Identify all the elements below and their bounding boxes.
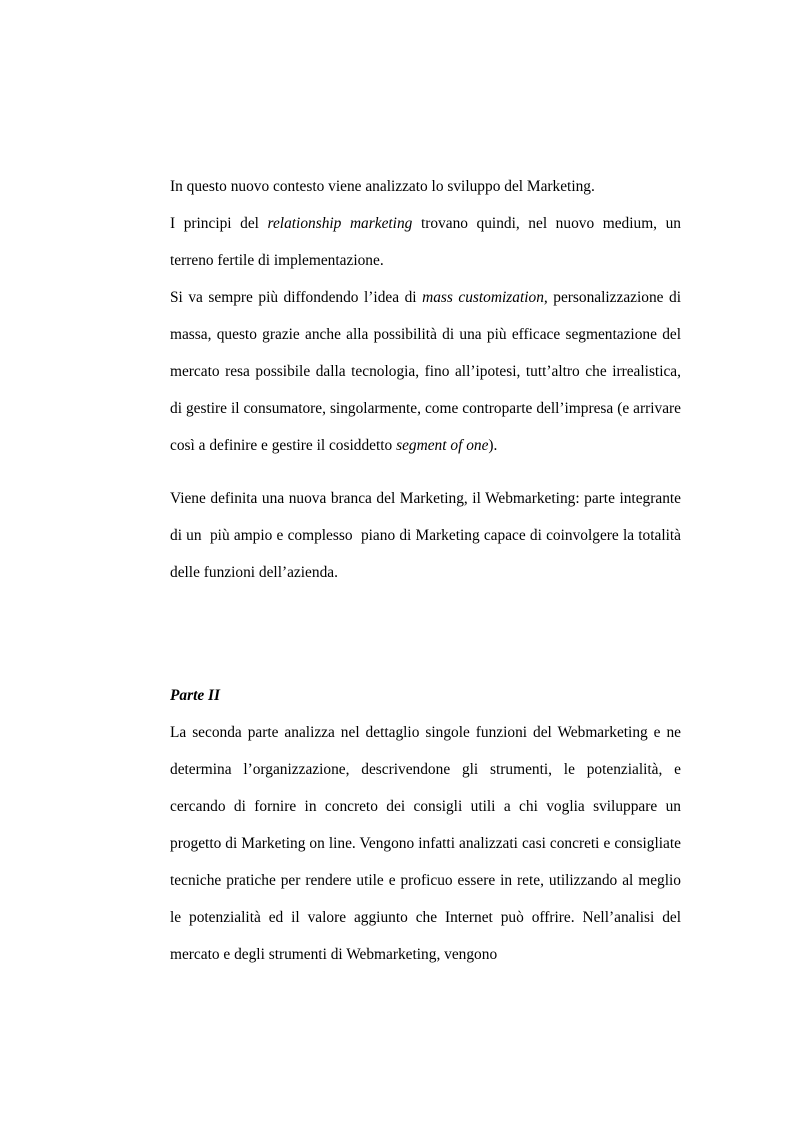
paragraph-2 bbox=[170, 205, 681, 279]
paragraph-2-text-a: I principi del bbox=[170, 215, 268, 232]
paragraph-3-emphasis-1: mass customization, bbox=[422, 289, 548, 306]
paragraph-2-emphasis: relationship marketing bbox=[267, 215, 413, 232]
paragraph-2-text-b: trovano quindi, nel nuovo medium, un terreno fertile di implementazione. bbox=[170, 215, 681, 269]
section-spacer bbox=[170, 591, 681, 677]
paragraph-spacer bbox=[170, 464, 681, 480]
document-page bbox=[170, 168, 685, 973]
paragraph-3-emphasis-2: segment of one bbox=[396, 437, 489, 454]
paragraph-1: In questo nuovo contesto viene analizzato lo sviluppo del Marketing. bbox=[170, 178, 595, 195]
section-heading: Parte II bbox=[170, 687, 221, 704]
paragraph-3-text-b: personalizzazione di massa, questo grazie anche alla possibilità di una più efficace segmentazione del mercato resa possibile dalla tecnologia, fino all’ipotesi, tutt’altro che irrealistica, di gestire il consumatore, singolarmente, come controparte dell’impresa (e arrivare così a definire e gestire il cosiddetto bbox=[170, 289, 682, 454]
paragraph-3-text-c: ). bbox=[488, 437, 498, 454]
paragraph-4: Viene definita una nuova branca del Marketing, il Webmarketing: parte integrante di un più ampio e complesso piano di Marketing capace di coinvolgere la totalità delle funzioni dell’azienda. bbox=[170, 490, 685, 581]
paragraph-3-text-a: Si va sempre più diffondendo l’idea di bbox=[170, 289, 423, 306]
paragraph-5: La seconda parte analizza nel dettaglio singole funzioni del Webmarketing e ne determina l’organizzazione, descrivendone gli strumenti, le potenzialità, e cercando di fornire in concreto dei consigli utili a chi voglia sviluppare un progetto di Marketing on line. Vengono infatti analizzati casi concreti e consigliate tecniche pratiche per rendere utile e proficuo essere in rete, utilizzando al meglio le potenzialità ed il valore aggiunto che Internet può offrire. Nell’analisi del mercato e degli strumenti di Webmarketing, vengono bbox=[170, 724, 681, 963]
paragraph-3 bbox=[170, 279, 681, 464]
